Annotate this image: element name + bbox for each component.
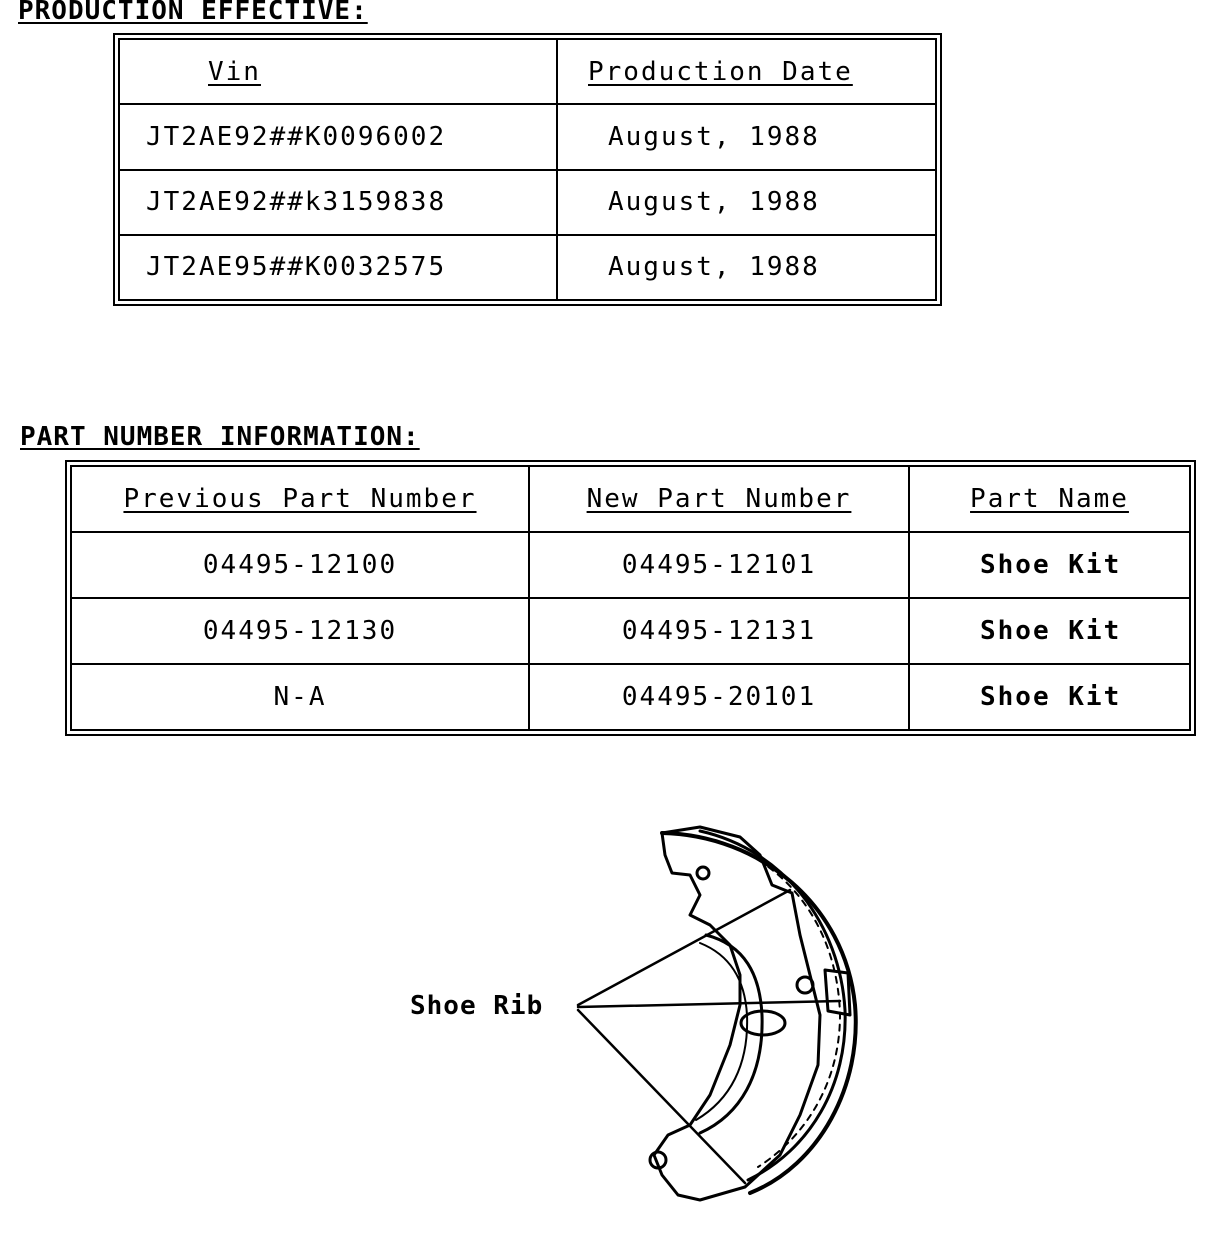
production-effective-table-frame bbox=[113, 33, 942, 306]
new-part-number-cell: 04495-12131 bbox=[529, 598, 909, 664]
part-number-information-heading: PART NUMBER INFORMATION: bbox=[20, 422, 420, 452]
part-name-cell: Shoe Kit bbox=[909, 598, 1190, 664]
part-name-cell: Shoe Kit bbox=[909, 532, 1190, 598]
previous-part-number-cell: 04495-12100 bbox=[71, 532, 529, 598]
column-header-previous-part-number: Previous Part Number bbox=[71, 466, 529, 532]
column-header-part-name: Part Name bbox=[909, 466, 1190, 532]
shoe-hole-mid bbox=[797, 977, 813, 993]
production-effective-heading: PRODUCTION EFFECTIVE: bbox=[18, 0, 368, 26]
previous-part-number-cell: 04495-12130 bbox=[71, 598, 529, 664]
vin-cell: JT2AE92##K0096002 bbox=[119, 104, 557, 169]
table-header-row bbox=[71, 466, 1190, 532]
shoe-hole-upper bbox=[697, 867, 709, 879]
vin-cell: JT2AE95##K0032575 bbox=[119, 235, 557, 300]
new-part-number-cell: 04495-20101 bbox=[529, 664, 909, 730]
column-header-new-part-number: New Part Number bbox=[529, 466, 909, 532]
table-header-row bbox=[119, 39, 936, 104]
table-row bbox=[119, 104, 936, 169]
table-row bbox=[71, 664, 1190, 730]
part-name-cell: Shoe Kit bbox=[909, 664, 1190, 730]
table-row bbox=[119, 170, 936, 235]
production-date-cell: August, 1988 bbox=[557, 104, 936, 169]
production-date-cell: August, 1988 bbox=[557, 235, 936, 300]
vin-cell: JT2AE92##k3159838 bbox=[119, 170, 557, 235]
column-header-production-date: Production Date bbox=[557, 39, 936, 104]
production-effective-table bbox=[118, 38, 937, 301]
table-row bbox=[119, 235, 936, 300]
shoe-rib-label: Shoe Rib bbox=[410, 991, 544, 1021]
previous-part-number-cell: N-A bbox=[71, 664, 529, 730]
shoe-lining-outer bbox=[662, 833, 856, 1193]
column-header-vin: Vin bbox=[119, 39, 557, 104]
part-number-table bbox=[70, 465, 1191, 731]
new-part-number-cell: 04495-12101 bbox=[529, 532, 909, 598]
table-row bbox=[71, 598, 1190, 664]
callout-line-middle bbox=[578, 1001, 840, 1007]
callout-line-lower bbox=[578, 1010, 745, 1183]
table-row bbox=[71, 532, 1190, 598]
part-number-table-frame bbox=[65, 460, 1196, 736]
production-date-cell: August, 1988 bbox=[557, 170, 936, 235]
